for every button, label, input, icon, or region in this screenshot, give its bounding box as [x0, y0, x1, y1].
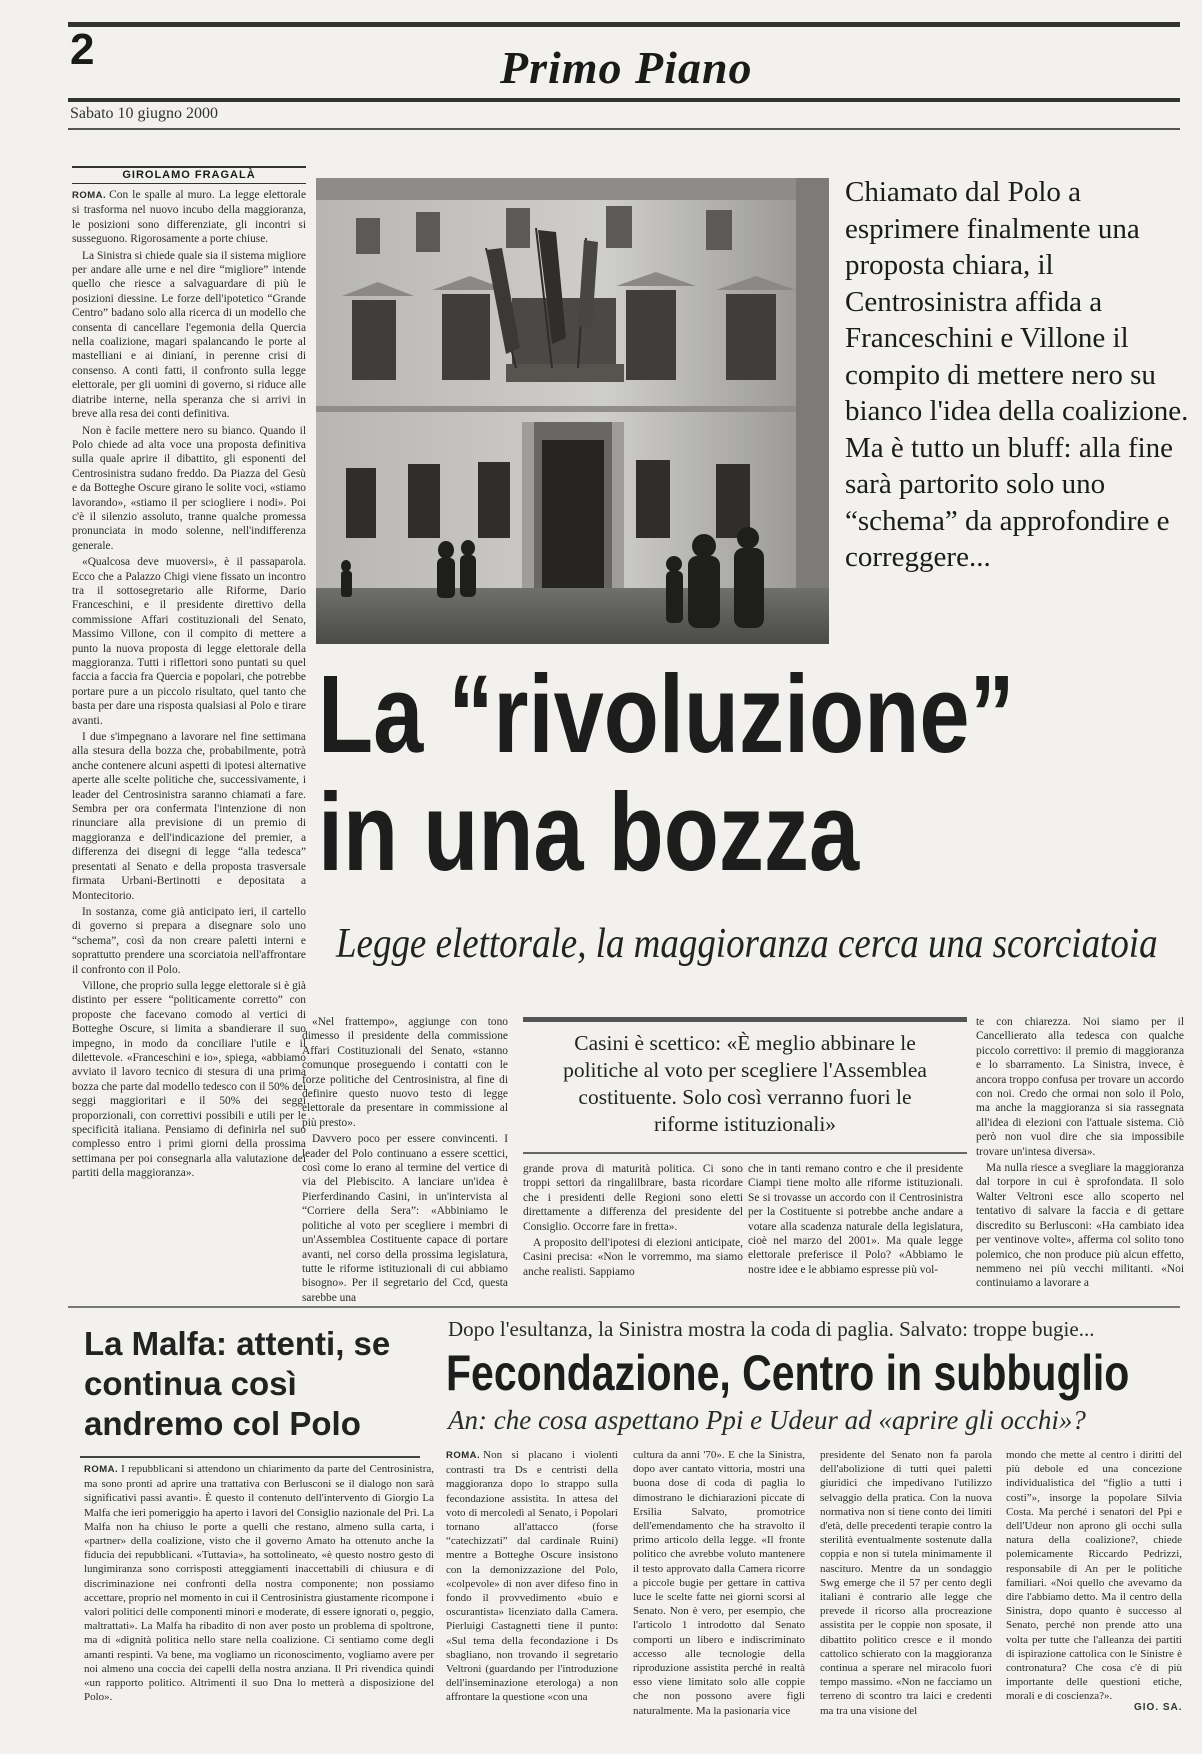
main-story-column-3	[523, 1162, 743, 1292]
paragraph: «Qualcosa deve muoversi», è il passaparola. Ecco che a Palazzo Chigi viene fissato un incontro tra il sottosegretario alle Riforme, Dario Franceschini, e il presidente direttivo della commissione Affari costituzionali del Senato, Massimo Villone, con il compito di mettere a punto la nuova proposta di legge elettorale della maggioranza. Tutti i riflettori sono puntati su quel faccia a faccia fra Quercia e popolari, che potrebbe portare pure a un piccolo risultato, quel tanto che basta per dare una risposta qualsiasi al Polo e tirare avanti.	[72, 556, 306, 727]
subheadline: Legge elettorale, la maggioranza cerca una scorciatoia	[336, 921, 1158, 967]
fecondazione-subheadline: An: che cosa aspettano Ppi e Udeur ad «aprire gli occhi»?	[448, 1405, 1086, 1435]
issue-date: Sabato 10 giugno 2000	[70, 105, 218, 122]
fecondazione-column-2	[633, 1448, 805, 1718]
top-rule	[68, 22, 1180, 27]
story-deck: Chiamato dal Polo a esprimere finalmente una proposta chiara, il Centrosinistra affida a Franceschini e Villone il compito di mettere nero su bianco l'idea della coalizione. Ma è tutto un bluff: alla fine sarà partorito solo uno “schema” da approfondire e correggere...	[845, 176, 1189, 573]
paragraph: Non è facile mettere nero su bianco. Quando il Polo chiede ad alta voce una proposta definitiva sulla quale aprire il dibattito, gli esponenti del Centrosinistra sudano freddo. Da Piazza del Gesù e da Botteghe Oscure girano le solite voci, «stiamo lavorando», «stiamo il per sciogliere i nodi». Poi c'è il silenzio assoluto, tranne qualche promessa pronunciata in modo solenne, nell'indifferenza generale.	[72, 424, 306, 552]
paragraph: cultura da anni '70». E che la Sinistra, dopo aver cantato vittoria, mostri una buona dose di coda di paglia lo dimostrano le dichiarazioni piccate di Ersilia Salvato, promotrice dell'emendamento che ha stravolto il primo articolo della legge. «Il fronte politico che avrebbe voluto mantenere il testo approvato dalla Camera ricorre a piccole bugie per gettare in cattiva luce le scelte fatte nei giorni scorsi al Senato. Non è vero, per esempio, che l'articolo 1 introdotto dal Senato comporti un libero e indiscriminato accesso alle tecnologie della riproduzione assistita perché in realtà esso viene limitato solo alle coppie che non possono avere figli naturalmente. Ma la pasionaria vice	[633, 1449, 805, 1717]
header-rule	[68, 98, 1180, 102]
paragraph: I due s'impegnano a lavorare nel fine settimana alla stesura della bozza che, probabilmente, potrà anche contenere alcuni aspetti di ipotesi alternative aperte alle scelte politiche che, successivamente, i leader del Centrosinistra saranno chiamati a fare. Sembra per ora confermata l'intenzione di non rinunciare alla previsione di un premio di maggioranza e dell'indicazione del premier, a differenza dei disegni di legge “alla tedesca” presentati al Senato e della proposta trasversale firmata Urbani-Bertinotti e depositata a Montecitorio.	[72, 731, 306, 902]
paragraph: Villone, che proprio sulla legge elettorale si è già distinto per essere “politicamente corretto” con proposte che facevano comodo al vertici di Botteghe Oscure, si limita a sbandierare il suo impegno, in modo da conciliare l'utile e il dilettevole. «Franceschini e io», spiega, «abbiamo avviato il lavoro tecnico di stesura di una prima bozza che parte dal modello tedesco con il 50% dei seggi maggioritari e il 50% dei seggi proporzionali, con correttivi possibili e utili per le specificità italiana. Pensiamo di definirla nel suo complesso entro i primi giorni della prossima settimana per poi consegnarla alla valutazione dei partiti della maggioranza».	[72, 979, 306, 1180]
dateline: ROMA.	[72, 190, 107, 201]
fecondazione-headline: Fecondazione, Centro in subbuglio	[446, 1345, 1130, 1401]
byline-rule-bottom	[72, 183, 306, 184]
paragraph: Non si placano i violenti contrasti tra Ds e centristi della maggioranza dopo lo strappo sulla fecondazione assistita. In attesa del voto di mercoledì al Senato, i Popolari tornano all'attacco (forse “catechizzati” dal cardinale Ruini) mentre a Botteghe Oscure insistono con la demonizzazione del Polo, «colpevole» di non aver difeso fino in fondo il provvedimento «buio e oscurantista» licenziato dalla Camera. Pierluigi Castagnetti tiene il punto: «Sul tema della fecondazione i Ds sbagliano, non trovando il segretario Veltroni (guardando per l'introduzione dell'inseminazione eterologa) a non affrontare la questione «con una	[446, 1449, 618, 1704]
palazzo-chigi-photo	[316, 178, 829, 644]
main-story-column-4	[748, 1162, 963, 1292]
fecondazione-column-1	[446, 1448, 618, 1718]
fecondazione-signature: GIO. SA.	[1134, 1702, 1183, 1713]
paragraph: A proposito dell'ipotesi di elezioni anticipate, Casini precisa: «Non le vorremmo, ma siamo anche realisti. Sappiamo	[523, 1237, 743, 1278]
main-story-column-1	[72, 188, 306, 1290]
malfa-body	[84, 1462, 434, 1712]
pullquote: Casini è scettico: «È meglio abbinare le politiche al voto per scegliere l'Assemblea costituente. Solo così verranno fuori le riforme istituzionali»	[563, 1031, 927, 1136]
paragraph: grande prova di maturità politica. Ci sono troppi settori da ringalilbrare, basta ricordare che i presidenti delle Regioni sono eletti direttamente a differenza del presidente del Consiglio. Occorre fare in fretta».	[523, 1163, 743, 1233]
fecondazione-column-3	[820, 1448, 992, 1718]
dateline: ROMA.	[446, 1450, 481, 1461]
main-story-column-2	[302, 1015, 508, 1304]
date-rule	[68, 128, 1180, 130]
headline-line-1: La “rivoluzione”	[318, 653, 1015, 776]
malfa-headline: La Malfa: attenti, se continua così andremo col Polo	[84, 1325, 391, 1442]
paragraph: presidente del Senato non fa parola dell'abolizione di tutti quei paletti giuridici che impedivano l'utilizzo selvaggio della pratica. Con la nuova normativa non si tiene conto dei limiti d'età, delle precedenti terapie contro la sterilità eventualmente sostenute dalla coppia e non si tutela minimamente il nascituro. Mentre da un sondaggio Swg emerge che il 57 per cento degli italiani è contrario alle legge che prevede il ricorso alla procreazione assistita per le coppie non sposate, il dibattito politico cresce e il mondo cattolico schierato con la maggioranza continua a sperare nel miracolo fuori tempo massimo. «Non ne facciamo un terreno di scontro tra laici e credenti ma tra una visione del	[820, 1449, 992, 1717]
paragraph: «Nel frattempo», aggiunge con tono dimesso il presidente della commissione Affari Costituzionali del Senato, «stanno comunque proseguendo i contatti con le forze politiche del Centrosinistra, al fine di definire questo nuovo testo di legge elettorale da presentare in commissione al più presto».	[302, 1016, 508, 1129]
paragraph: Con le spalle al muro. La legge elettorale si trasforma nel nuovo incubo della maggioranza, le posizioni sono differenziate, gli incontri si susseguono. Rigorosamente a porte chiuse.	[72, 189, 306, 246]
paragraph: I repubblicani si attendono un chiarimento da parte del Centrosinistra, ma sono pronti ad aprire una trattativa con Berlusconi se il dialogo non sarà significativi passi avanti». È questo il contenuto dell'intervento di Giorgio La Malfa che ieri pomeriggio ha aperto i lavori del Consiglio nazionale del Pri. La Malfa non ha chiuso le porte a quelli che restano, almeno sulla carta, i «partner» della coalizione, visto che il governo Amato ha ottenuto anche la fiducia dei repubblicani. «Tuttavia», ha sottolineato, «è questo nostro gesto di lungimiranza sono corrisposti atteggiamenti inaccettabili di chiusura e di discriminazione nei confronti della nostra componente; non possiamo accettare, proprio nel momento in cui il Centrosinistra giustamente ricompone i valori politici delle componenti minori e moderate, di essere ignorati o, peggio, maltrattati». La Malfa ha ribadito di non aver posto un problema di spoltrone, ma di «dignità politica nello stare nella coalizione. Ci sentiamo come degli amanti respinti. Va bene, ma vogliamo un riconoscimento, vogliamo avere per noi almeno una coccia dei capelli della nostra anziana. Il Pri rivendica quindi «un rapporto politico. Altrimenti il suo Dna lo metterà a disposizione del Polo».	[84, 1463, 434, 1704]
dateline: ROMA.	[84, 1464, 119, 1475]
section-title: Primo Piano	[500, 42, 753, 93]
pullquote-rule-top	[523, 1017, 967, 1022]
main-story-column-5	[976, 1015, 1184, 1290]
paragraph: mondo che mette al centro i diritti del più debole ed una concezione individualistica del “figlio a tutti i costi”», insorge la popolare Silvia Costa. Ma perché i senatori del Ppi e dell'Udeur non aprono gli occhi sulla natura della coalizione?, chiede polemicamente Riccardo Pedrizzi, responsabile di An per le politiche familiari. «Noi quello che avevamo da dire l'abbiamo detto. Ma il centro della Sinistra, dopo quanto è successo al Senato, perché non prende atto una volta per tutte che l'alleanza dei partiti di ispirazione cattolica con le Sinistre è contronatura? Che cosa c'è di più importante delle questioni etiche, morali e di coscienza?».	[1006, 1449, 1182, 1703]
paragraph: Davvero poco per essere convincenti. I leader del Polo continuano a essere scettici, così come lo erano al termine del vertice di via del Plebiscito. A lanciare un'idea è Pierferdinando Casini, in un'intervista al “Corriere della Sera”: «Abbiniamo le politiche al voto per scegliere i membri di un'Assemblea Costituente capace di portare avanti, nel corso della prossima legislatura, tutte le riforme istituzionali di cui abbiamo bisogno». Per il segretario del Ccd, questa sarebbe una	[302, 1133, 508, 1304]
paragraph: La Sinistra si chiede quale sia il sistema migliore per andare alle urne e nel dire “migliore” intende quello che riesce a salvaguardare di più le posizioni diessine. Le forze dell'ipotetico “Grande Centro” badano solo alla ricerca di un modello che consenta di cancellare l'egemonia della Quercia nella coalizione, magari spalancando le porte al mastelliani e ai dinianí, in perenne crisi di consenso. A conti fatti, il confronto sulla legge elettorale, per gli uomini di governo, si riduce alle diatribe interne, nella speranza che si arrivi in breve alla resa dei conti definitiva.	[72, 249, 306, 421]
paragraph: te con chiarezza. Noi siamo per il Cancellierato alla tedesca con qualche piccolo correttivo: il premio di maggioranza e lo sbarramento. La Sinistra, invece, è ancora troppo confusa per trovare un accordo con noi. Credo che ormai non solo il Polo, ma anche la maggioranza si sia rassegnata all'idea di elezioni con l'attuale sistema. Ciò però non vuol dire che sia impossibile trovare un'intesa diversa».	[976, 1016, 1184, 1158]
section-divider	[68, 1306, 1180, 1308]
malfa-rule	[80, 1456, 420, 1458]
page-number: 2	[70, 25, 95, 74]
pullquote-rule-bottom	[523, 1152, 967, 1154]
paragraph: che in tanti remano contro e che il presidente Ciampi tiene molto alle riforme istituzionali. Se si trovasse un accordo con il Centrosinistra per la Costituente si potrebbe anche andare a votare alla scadenza naturale della legislatura, cioè nel marzo del 2001». Ma quale legge elettorale preferisce il Polo? «Abbiamo le nostre idee e le abbiamo espresse più vol-	[748, 1163, 963, 1276]
headline-line-2: in una bozza	[318, 771, 860, 894]
paragraph: In sostanza, come già anticipato ieri, il cartello di governo si prepara a disegnare solo uno “schema”, così da non creare paletti interni e soprattutto prendere una scorciatoia nell'affrontare il confronto con il Polo.	[72, 905, 306, 976]
byline: GIROLAMO FRAGALÀ	[122, 169, 256, 181]
fecondazione-kicker: Dopo l'esultanza, la Sinistra mostra la coda di paglia. Salvato: troppe bugie...	[448, 1317, 1095, 1341]
paragraph: Ma nulla riesce a svegliare la maggioranza dal torpore in cui è sprofondata. Il solo Walter Veltroni esce allo scoperto nel tentativo di salvare la faccia e di gettare discredito su Berlusconi: «Ha cambiato idea per ventinove volte», afferma col solito tono polemico, che non produce più alcun effetto, nemmeno nei più vecchi militanti. «Noi continuiamo a lavorare a	[976, 1162, 1184, 1290]
fecondazione-column-4	[1006, 1448, 1182, 1703]
